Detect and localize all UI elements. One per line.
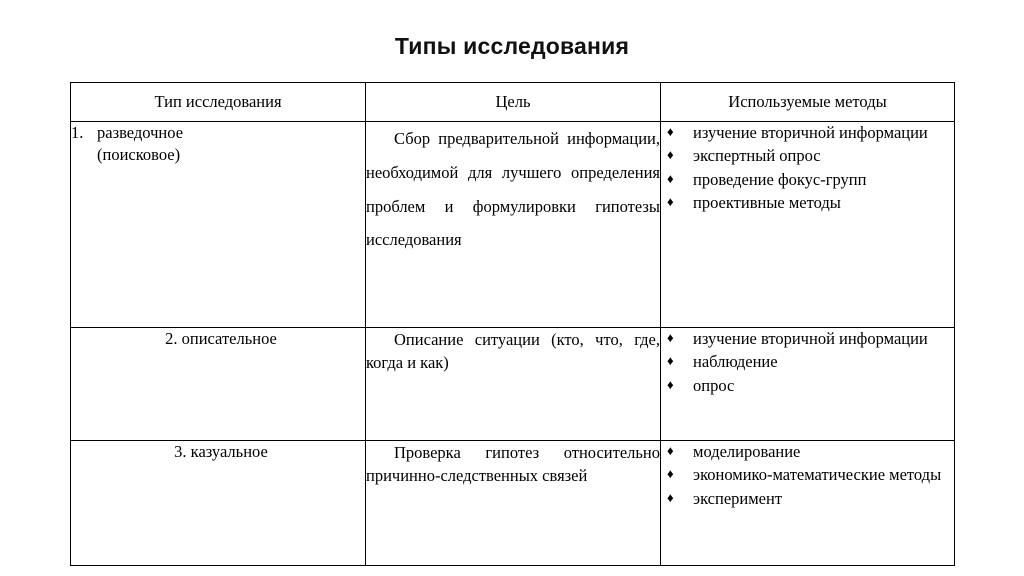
- method-label: наблюдение: [693, 352, 778, 372]
- research-type-name: 2. описательное: [165, 329, 277, 348]
- diamond-bullet-icon: ♦: [667, 443, 674, 458]
- method-label: проведение фокус-групп: [693, 169, 867, 189]
- cell-research-methods: [661, 441, 955, 566]
- list-item: [661, 192, 954, 214]
- research-type-name: 3. казуальное: [174, 442, 268, 461]
- list-item: [661, 328, 954, 350]
- cell-research-goal: Проверка гипотез относительно причинно-следственных связей: [366, 441, 661, 566]
- table-row: [71, 441, 955, 566]
- table-header-row: [71, 83, 955, 122]
- method-label: моделирование: [693, 442, 801, 461]
- list-item: [661, 145, 954, 167]
- list-item: [661, 169, 954, 191]
- cell-research-methods: [661, 122, 955, 328]
- cell-research-goal: Описание ситуации (кто, что, где, когда и как): [366, 328, 661, 441]
- methods-list: [661, 328, 954, 397]
- research-types-table-container: [70, 82, 954, 566]
- method-label: эксперимент: [693, 488, 783, 508]
- cell-research-goal: Сбор предварительной информации, необходимой для лучшего определения проблем и формулировки гипотезы исследования: [366, 122, 661, 328]
- list-item: [661, 351, 954, 373]
- column-header-goal: Цель: [366, 83, 661, 122]
- list-item: [661, 441, 954, 463]
- cell-research-type: [71, 441, 366, 566]
- diamond-bullet-icon: ♦: [667, 376, 674, 392]
- list-item: [661, 375, 954, 397]
- diamond-bullet-icon: ♦: [667, 170, 674, 186]
- page-title: Типы исследования: [394, 33, 630, 59]
- diamond-bullet-icon: ♦: [667, 147, 674, 163]
- column-header-methods: Используемые методы: [661, 83, 955, 122]
- research-type-sub-label: (поисковое): [97, 144, 181, 164]
- research-type-name: [71, 122, 365, 144]
- table-row: [71, 328, 955, 441]
- table-row: [71, 122, 955, 328]
- cell-research-type: [71, 122, 366, 328]
- cell-research-type: [71, 328, 366, 441]
- diamond-bullet-icon: ♦: [667, 489, 674, 505]
- list-item: [661, 122, 954, 144]
- diamond-bullet-icon: ♦: [667, 124, 674, 139]
- method-label: опрос: [693, 375, 735, 395]
- diamond-bullet-icon: ♦: [667, 466, 674, 482]
- research-types-table: [70, 82, 955, 566]
- method-label: экспертный опрос: [693, 146, 821, 166]
- research-type-number: 1.: [71, 123, 84, 142]
- diamond-bullet-icon: ♦: [667, 194, 674, 210]
- cell-research-methods: [661, 328, 955, 441]
- diamond-bullet-icon: ♦: [667, 353, 674, 369]
- method-label: экономико-математические методы: [693, 465, 942, 485]
- method-label: изучение вторичной информации: [693, 123, 928, 142]
- list-item: [661, 488, 954, 510]
- column-header-type: Тип исследования: [71, 83, 366, 122]
- list-item: [661, 464, 954, 486]
- diamond-bullet-icon: ♦: [667, 330, 674, 345]
- methods-list: [661, 441, 954, 510]
- method-label: изучение вторичной информации: [693, 329, 928, 348]
- methods-list: [661, 122, 954, 215]
- research-type-main-label: разведочное: [97, 123, 184, 142]
- method-label: проективные методы: [693, 193, 841, 213]
